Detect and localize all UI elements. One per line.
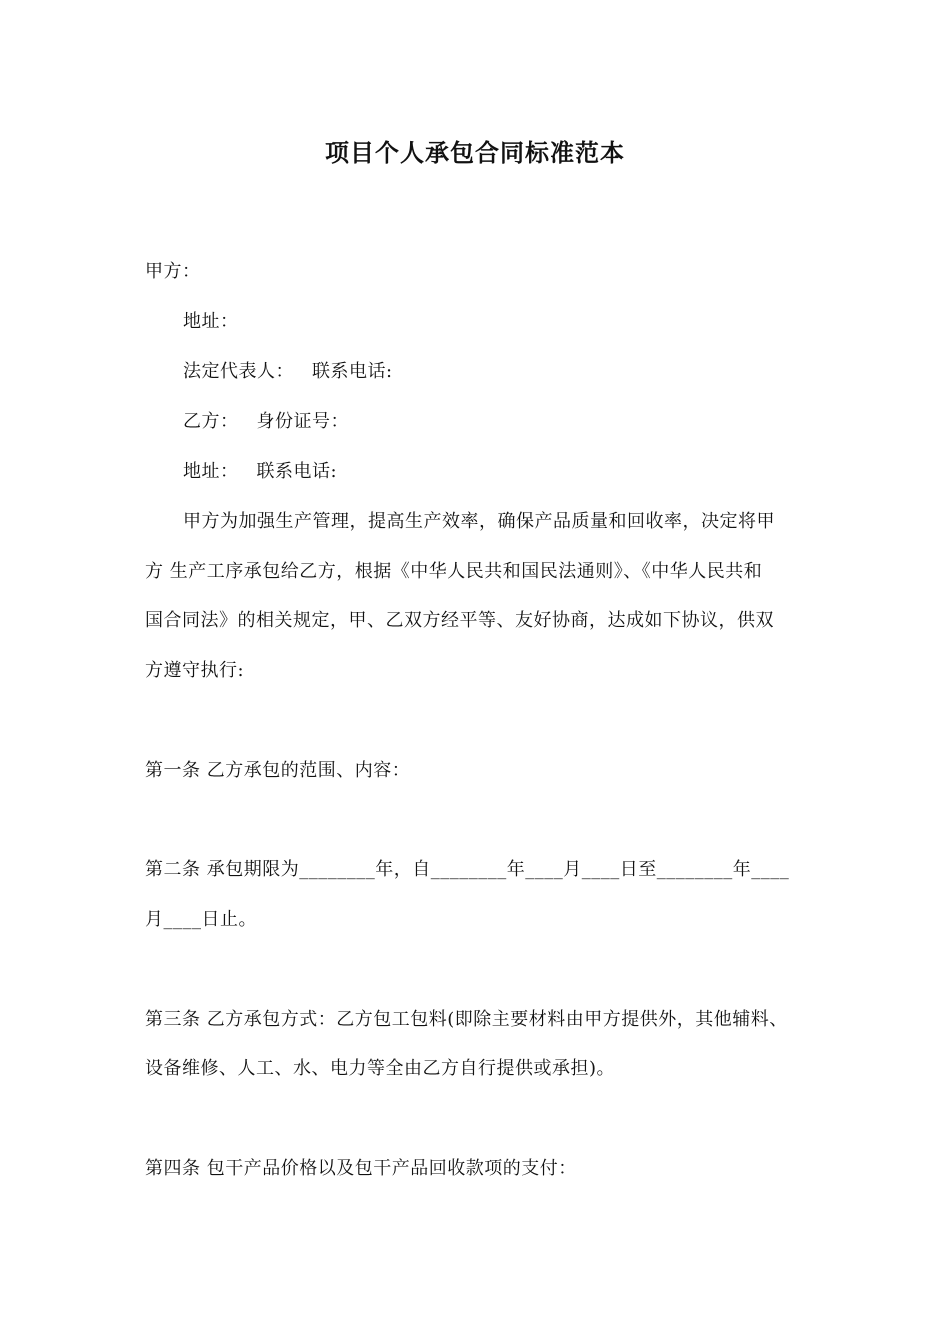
article-4-line: 第四条 包干产品价格以及包干产品回收款项的支付：: [145, 1158, 577, 1179]
party-b-label: 乙方：: [183, 411, 239, 432]
article-1-line: 第一条 乙方承包的范围、内容：: [145, 760, 411, 781]
article-3-line: 第三条 乙方承包方式：乙方包工包料(即除主要材料由甲方提供外，其他辅料、: [145, 1009, 788, 1030]
article-2-line: 月____日止。: [145, 909, 257, 930]
party-a-address-label: 地址：: [183, 311, 239, 332]
party-b-id-label: 身份证号：: [256, 411, 349, 432]
article-3-line: 设备维修、人工、水、电力等全由乙方自行提供或承担)。: [145, 1058, 616, 1079]
party-a-phone-label: 联系电话:: [312, 361, 393, 382]
document-title: 项目个人承包合同标准范本: [325, 139, 625, 167]
party-a-rep-row: [183, 359, 393, 385]
preamble-line: 甲方为加强生产管理，提高生产效率，确保产品质量和回收率，决定将甲: [183, 511, 775, 532]
party-b-address-row: [183, 459, 337, 485]
article-2-line: 第二条 承包期限为________年，自________年____月____日至________年____: [145, 859, 790, 880]
party-b-address-label: 地址：: [183, 461, 239, 482]
legal-rep-label: 法定代表人：: [183, 361, 294, 382]
preamble-line: 国合同法》的相关规定，甲、乙双方经平等、友好协商，达成如下协议，供双: [145, 610, 774, 631]
preamble-line: 方遵守执行:: [145, 660, 245, 681]
party-b-row: [183, 409, 349, 435]
party-a-label: 甲方：: [145, 261, 201, 282]
preamble-line: 方 生产工序承包给乙方，根据《中华人民共和国民法通则》、《中华人民共和: [145, 561, 763, 582]
party-b-phone-label: 联系电话:: [256, 461, 338, 482]
